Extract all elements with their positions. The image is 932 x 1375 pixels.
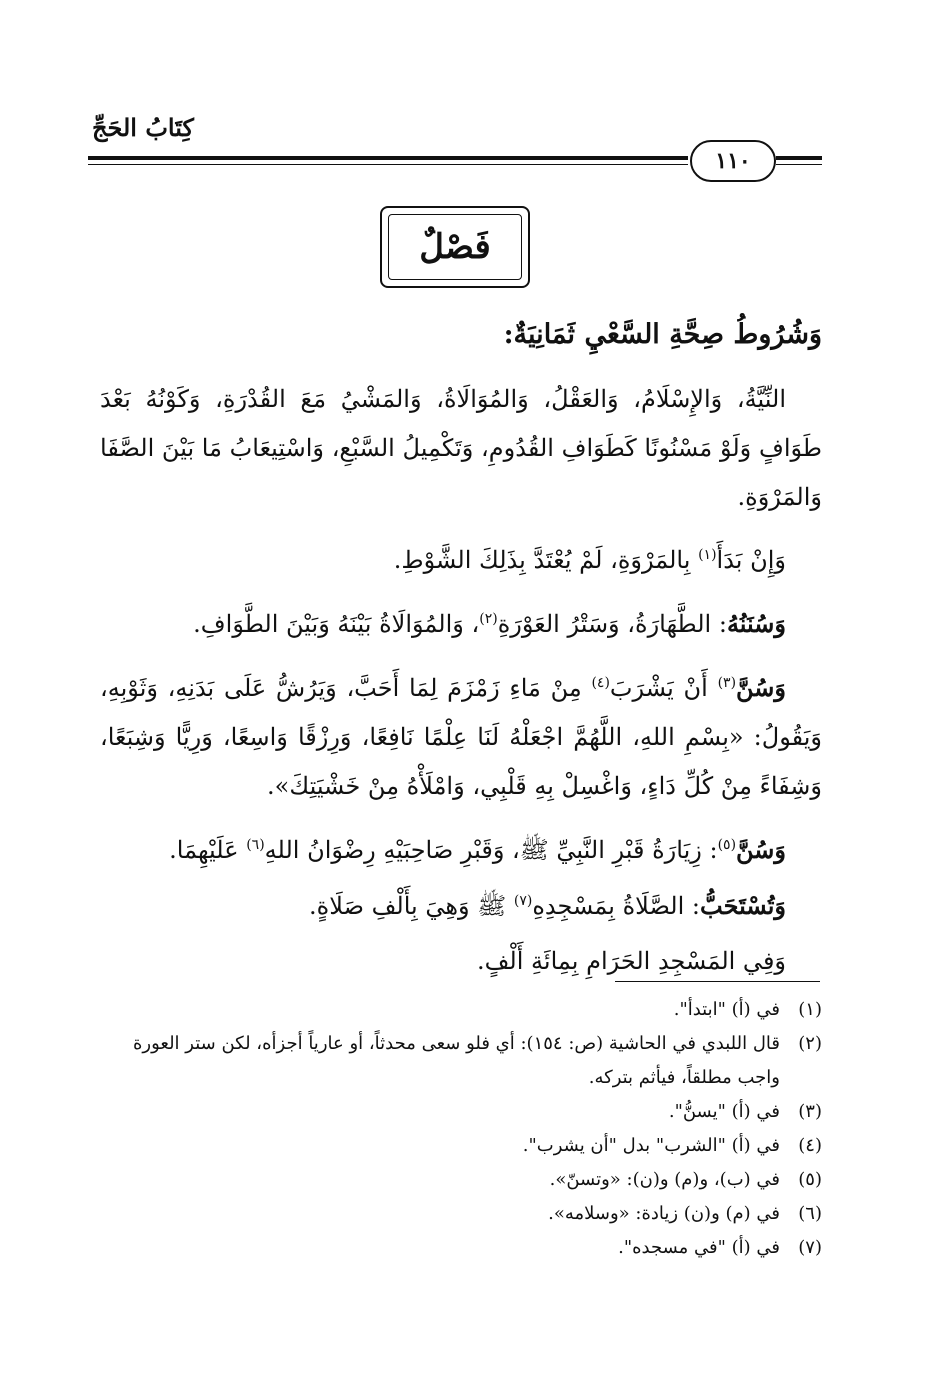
footnote-number: (٥) <box>798 1169 822 1190</box>
conditions-heading: وَشُرُوطُ صِحَّةِ السَّعْيِ ثَمَانِيَةٌ: <box>503 319 822 350</box>
section-title: فَصْلٌ <box>419 227 491 267</box>
paragraph-zamzam <box>100 663 822 811</box>
footnote-text: في (م) و(ن) زيادة: «وسلامه». <box>548 1203 780 1224</box>
footnote-item <box>100 1231 822 1265</box>
paragraph-text: عَلَيْهِمَا. <box>169 836 239 864</box>
footnote-ref-2[interactable]: (٢) <box>479 611 498 627</box>
paragraph-text: وَإِنْ بَدَأَ <box>716 546 786 574</box>
footnote-item <box>100 993 822 1027</box>
running-header-title: كِتَابُ الحَجِّ <box>92 113 194 142</box>
footnote-text: في (أ) "ابتدأ". <box>673 999 780 1020</box>
paragraph-ziyara <box>100 825 822 875</box>
footnote-text: في (أ) "في مسجده". <box>618 1237 780 1258</box>
keyword: وَسُنَّ <box>736 835 786 864</box>
footnote-number: (٧) <box>798 1237 822 1258</box>
footnote-number: (٦) <box>798 1203 822 1224</box>
footnote-item <box>100 1129 822 1163</box>
header-rule-thin-right <box>776 164 822 165</box>
footnote-text: قال اللبدي في الحاشية (ص: ١٥٤): أي فلو سعى محدثاً، أو عارياً أجزأه، لكن ستر العورة واجب مطلقاً، فيأثم بتركه. <box>132 1033 780 1088</box>
footnote-ref-1[interactable]: (١) <box>698 547 717 563</box>
footnote-item <box>100 1163 822 1197</box>
footnote-item <box>100 1095 822 1129</box>
paragraph-text: أَنْ يَشْرَبَ <box>609 674 708 702</box>
paragraph-salat <box>100 881 822 931</box>
header-rule-thin <box>88 164 688 165</box>
footnote-ref-6[interactable]: (٦) <box>246 837 265 853</box>
paragraph-text: : زِيَارَةُ قَبْرِ النَّبِيِّ ﷺ، وَقَبْرِ صَاحِبَيْهِ رِضْوَانُ اللهِ <box>264 836 718 864</box>
footnote-number: (١) <box>798 999 822 1020</box>
footnote-ref-7[interactable]: (٧) <box>513 893 533 909</box>
footnote-ref-3[interactable]: (٣) <box>717 675 737 691</box>
page-number: ١١٠ <box>690 140 776 182</box>
paragraph-conditions: النِّيَّةُ، وَالإِسْلَامُ، وَالعَقْلُ، وَالمُوَالَاةُ، وَالمَشْيُ مَعَ القُدْرَةِ، وَكَوْنُهُ بَعْدَ طَوَافٍ وَلَوْ مَسْنُونًا كَطَوَافِ القُدُومِ، وَتَكْمِيلُ السَّبْعِ، وَاسْتِيعَابُ مَا بَيْنَ الصَّفَا وَالمَرْوَةِ. <box>100 385 822 511</box>
section-title-frame <box>380 206 530 288</box>
paragraph-text: مِنْ مَاءِ زَمْزَمَ لِمَا أَحَبَّ، وَيَرُشُّ عَلَى بَدَنِهِ، وَثَوْبِهِ، وَيَقُولُ: «بِسْمِ اللهِ، اللَّهُمَّ اجْعَلْهُ لَنَا عِلْمًا نَافِعًا، وَرِزْقًا وَاسِعًا، وَرِيًّا وَشِبَعًا، وَشِفَاءً مِنْ كُلِّ دَاءٍ، وَاغْسِلْ بِهِ قَلْبِي، وَامْلَأْهُ مِنْ خَشْيَتِكَ». <box>100 674 822 800</box>
keyword: وَتُسْتَحَبُّ <box>700 891 786 920</box>
footnote-ref-5[interactable]: (٥) <box>717 837 737 853</box>
footnotes <box>100 993 822 1265</box>
footnote-item <box>100 1197 822 1231</box>
main-text <box>100 310 822 1000</box>
footnote-text: في (أ) "الشرب" بدل "أن يشرب". <box>522 1135 780 1156</box>
keyword: وَسُنَنُهُ <box>726 609 786 638</box>
section-title-inner-frame <box>388 214 522 280</box>
footnote-item <box>100 1027 822 1095</box>
header-rule-thick <box>88 156 688 160</box>
footnote-number: (٢) <box>798 1033 822 1054</box>
paragraph-start-marwa <box>100 536 822 585</box>
footnote-number: (٣) <box>798 1101 822 1122</box>
footnote-ref-4[interactable]: (٤) <box>591 675 610 691</box>
paragraph-sunan <box>100 599 822 649</box>
footnote-separator <box>615 981 820 982</box>
paragraph-text: بِالمَرْوَةِ، لَمْ يُعْتَدَّ بِذَلِكَ الشَّوْطِ. <box>393 546 691 574</box>
header-rule-thick-right <box>776 156 822 160</box>
footnote-text: في (ب)، و(م) و(ن): «وتسنّ». <box>549 1169 780 1190</box>
keyword: وَسُنَّ <box>736 673 786 702</box>
footnote-text: في (أ) "يسنُّ". <box>668 1101 780 1122</box>
footnote-number: (٤) <box>798 1135 822 1156</box>
paragraph-text: : الطَّهَارَةُ، وَسَتْرُ العَوْرَةِ <box>497 610 727 638</box>
paragraph-text: : الصَّلَاةُ بِمَسْجِدِهِ <box>532 892 701 920</box>
paragraph-haram: وَفِي المَسْجِدِ الحَرَامِ بِمِائَةِ أَلْفٍ. <box>476 947 786 975</box>
paragraph-text: ﷺ وَهِيَ بِأَلْفِ صَلَاةٍ. <box>309 892 507 920</box>
paragraph-text: ، وَالمُوَالَاةُ بَيْنَهُ وَبَيْنَ الطَّوَافِ. <box>193 610 480 638</box>
